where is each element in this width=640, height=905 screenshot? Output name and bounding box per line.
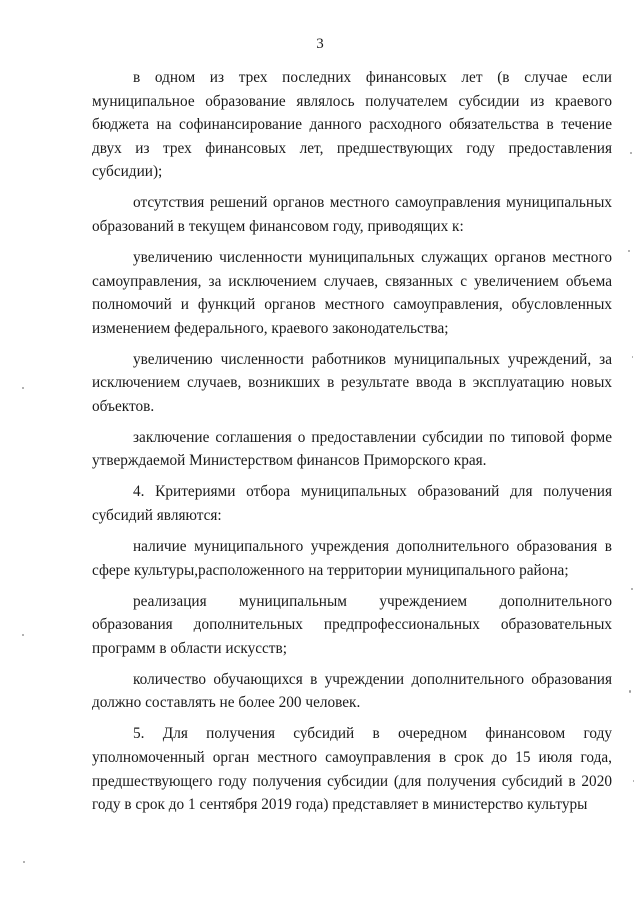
scan-speck: [630, 152, 632, 154]
text-line: объектов.: [92, 397, 155, 415]
paragraph: [92, 246, 612, 340]
text-line: полномочий и функций органов местного самоуправления, обусловленных: [92, 296, 612, 314]
page-number: 3: [316, 36, 324, 52]
text-line: 5. Для получения субсидий в очередном финансовом году: [133, 725, 612, 743]
text-line: уполномоченный орган местного самоуправления в срок до 15 июля года,: [92, 748, 612, 766]
text-line: году в срок до 1 сентября 2019 года) представляет в министерство культуры: [92, 796, 588, 814]
text-line: 4. Критериями отбора муниципальных образований для получения: [133, 483, 612, 501]
text-line: сфере культуры,расположенного на территории муниципального района;: [92, 561, 569, 579]
paragraph: [92, 480, 612, 527]
text-line: должно составлять не более 200 человек.: [92, 694, 361, 712]
paragraph: [92, 535, 612, 582]
paragraph: [92, 722, 612, 816]
paragraph: [92, 668, 612, 715]
paragraph: [92, 590, 612, 661]
document-body: [92, 66, 612, 824]
text-line: образования дополнительных предпрофессиональных образовательных: [92, 616, 612, 634]
paragraph: [92, 66, 612, 184]
paragraph: [92, 191, 612, 238]
text-line: увеличению численности работников муниципальных учреждений, за: [133, 350, 612, 368]
scan-speck: [628, 250, 630, 252]
paragraph: [92, 348, 612, 419]
text-line: исключением случаев, возникших в результате ввода в эксплуатацию новых: [92, 374, 612, 392]
scan-speck: [632, 356, 633, 358]
scan-speck: [23, 861, 25, 863]
text-line: заключение соглашения о предоставлении субсидии по типовой форме: [133, 428, 612, 446]
scan-speck: [629, 690, 631, 693]
scan-speck: [22, 634, 24, 636]
text-line: утверждаемой Министерством финансов Приморского края.: [92, 452, 487, 470]
text-line: предшествующего году получения субсидии (для получения субсидий в 2020: [92, 772, 612, 790]
text-line: в одном из трех последних финансовых лет (в случае если: [133, 69, 612, 86]
text-line: самоуправления, за исключением случаев, связанных с увеличением объема: [92, 272, 612, 290]
scan-speck: [22, 387, 24, 389]
text-line: наличие муниципального учреждения дополнительного образования в: [133, 538, 612, 556]
text-line: бюджета на софинансирование данного расходного обязательства в течение: [92, 116, 612, 134]
text-line: субсидий являются:: [92, 507, 222, 525]
text-line: образований в текущем финансовом году, приводящих к:: [92, 217, 464, 235]
text-line: муниципальное образование являлось получателем субсидии из краевого: [92, 92, 612, 110]
text-line: двух из трех финансовых лет, предшествующих году предоставления: [92, 139, 612, 157]
text-line: количество обучающихся в учреждении дополнительного образования: [133, 670, 612, 688]
text-line: увеличению численности муниципальных служащих органов местного: [133, 248, 612, 266]
text-line: субсидии);: [92, 163, 163, 181]
scan-speck: [631, 588, 633, 590]
text-line: изменением федерального, краевого законодательства;: [92, 319, 449, 337]
text-line: отсутствия решений органов местного самоуправления муниципальных: [133, 194, 612, 212]
paragraph: [92, 426, 612, 473]
text-line: программ в области искусств;: [92, 639, 287, 657]
scan-speck: [633, 780, 634, 782]
text-line: реализация муниципальным учреждением дополнительного: [133, 592, 612, 610]
